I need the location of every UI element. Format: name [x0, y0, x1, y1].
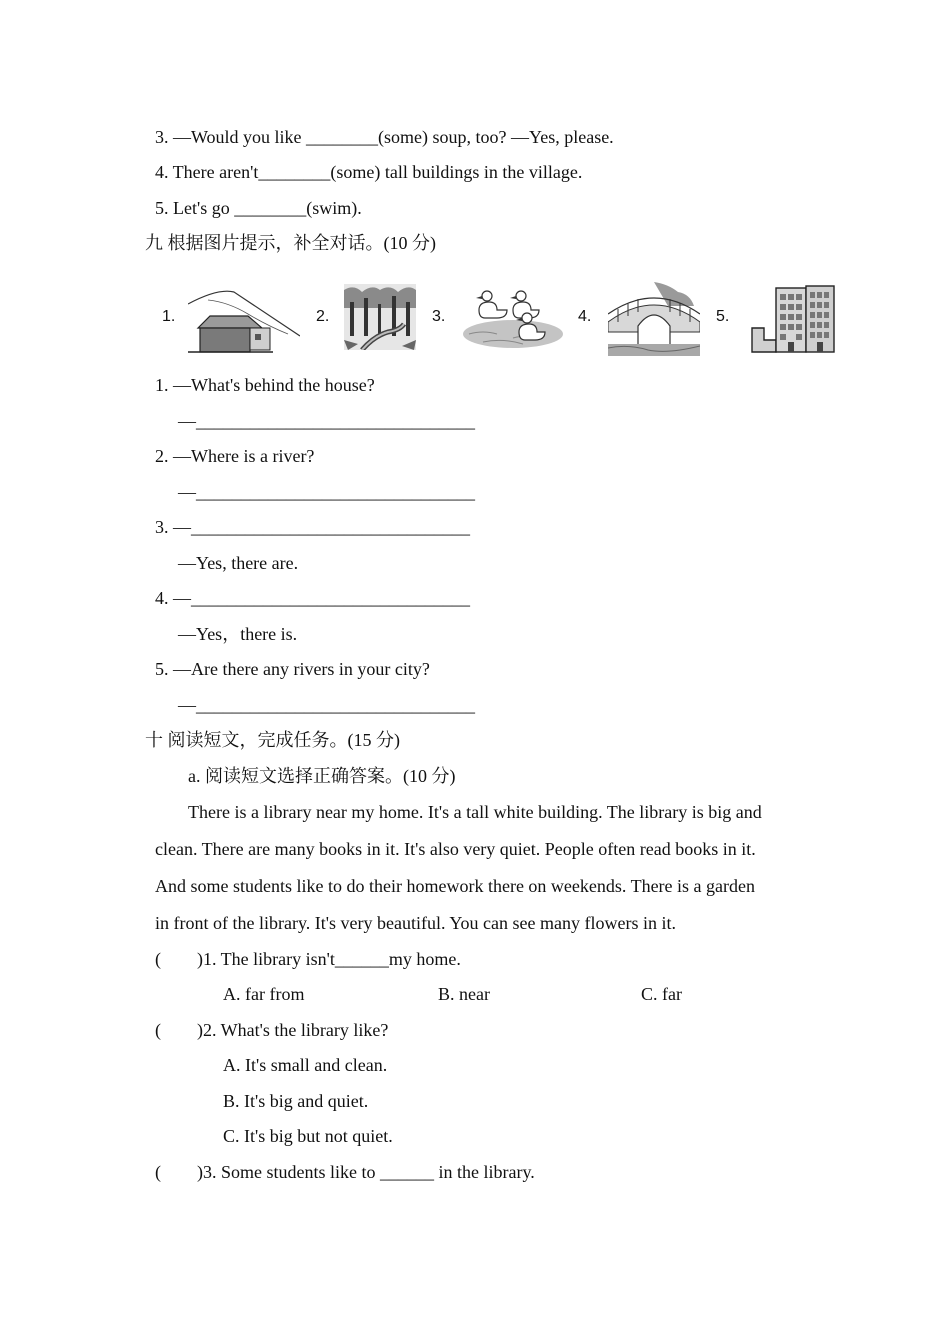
house-hill-icon	[188, 288, 300, 354]
forest-icon	[344, 284, 416, 350]
bridge-icon	[608, 282, 700, 356]
pic-label-5: 5.	[716, 308, 730, 325]
section-10a-heading: a. 阅读短文选择正确答案。(10 分)	[188, 766, 456, 786]
passage-line-2: clean. There are many books in it. It's also very quiet. People often read books in it.	[155, 839, 756, 859]
mc-option-2b: B. It's big and quiet.	[223, 1091, 369, 1111]
mc-question-2: ( )2. What's the library like?	[155, 1020, 389, 1040]
exercise-9-answer-blank-1: —_______________________________	[178, 411, 475, 431]
passage-line-4: in front of the library. It's very beautiful. You can see many flowers in it.	[155, 913, 676, 933]
mc-option-2c: C. It's big but not quiet.	[223, 1126, 393, 1146]
passage-line-1: There is a library near my home. It's a tall white building. The library is big and	[188, 802, 762, 822]
mc-option-1c: C. far	[641, 984, 682, 1004]
mc-question-1: ( )1. The library isn't______my home.	[155, 949, 461, 969]
exercise-9-answer-3: —Yes, there are.	[178, 553, 299, 573]
mc-question-3: ( )3. Some students like to ______ in the library.	[155, 1162, 535, 1182]
exercise-9-question-blank-3: 3. —_______________________________	[155, 517, 470, 537]
exercise-8-item-5: 5. Let's go ________(swim).	[155, 198, 362, 218]
mc-option-1a: A. far from	[223, 984, 305, 1004]
buildings-icon	[750, 284, 838, 356]
exercise-9-question-2: 2. —Where is a river?	[155, 446, 315, 466]
section-9-heading: 九 根据图片提示，补全对话。(10 分)	[145, 233, 436, 253]
pic-label-4: 4.	[578, 308, 592, 325]
ducks-lake-icon	[463, 284, 563, 350]
mc-option-2a: A. It's small and clean.	[223, 1055, 388, 1075]
pic-label-2: 2.	[316, 308, 330, 325]
mc-option-1b: B. near	[438, 984, 490, 1004]
exercise-8-item-4: 4. There aren't________(some) tall buildings in the village.	[155, 162, 583, 182]
exercise-9-question-5: 5. —Are there any rivers in your city?	[155, 659, 430, 679]
pic-label-1: 1.	[162, 308, 176, 325]
exercise-8-item-3: 3. —Would you like ________(some) soup, too? —Yes, please.	[155, 127, 614, 147]
exercise-9-question-1: 1. —What's behind the house?	[155, 375, 375, 395]
exercise-9-answer-blank-2: —_______________________________	[178, 482, 475, 502]
exercise-9-answer-blank-5: —_______________________________	[178, 695, 475, 715]
passage-line-3: And some students like to do their homework there on weekends. There is a garden	[155, 876, 756, 896]
section-10-heading: 十 阅读短文，完成任务。(15 分)	[145, 730, 400, 750]
exercise-9-answer-4: —Yes，there is.	[178, 624, 298, 644]
pic-label-3: 3.	[432, 308, 446, 325]
exercise-9-question-blank-4: 4. —_______________________________	[155, 588, 470, 608]
